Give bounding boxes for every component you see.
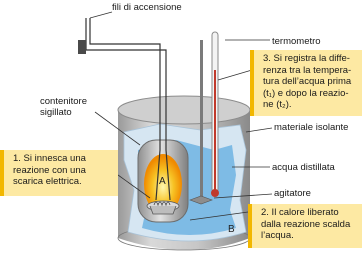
label-agitatore: agitatore [274,188,311,199]
box2-line-2: dalla reazione scalda [261,218,351,230]
box3-line-1: 3. Si registra la diffe- [263,53,350,64]
box3-line-5: ne (t₂). [263,99,292,110]
label-contenitore-2: sigillato [40,107,72,118]
box1-line-3: scarica elettrica. [13,176,82,187]
info-box-1 [0,150,118,196]
label-A: A [159,176,166,187]
label-B: B [228,224,235,235]
box2-line-3: l’acqua. [261,230,294,241]
label-materiale-isolante: materiale isolante [274,122,349,133]
box1-line-1: 1. Si innesca una [13,153,86,164]
thermometer [211,32,219,197]
info-box-2 [248,204,362,248]
box3-line-2: renza tra la tempera- [263,64,352,76]
box3-line-3: tura dell’acqua prima [263,76,352,87]
label-acqua-distillata: acqua distillata [272,162,335,173]
label-termometro: termometro [272,36,321,47]
label-fili-accensione: fili di accensione [112,2,182,13]
box1-line-2: reazione con una [13,164,86,176]
info-box-3 [250,50,362,116]
label-contenitore-1: contenitore [40,96,88,107]
box3-line-4: (t₁) e dopo la reazio- [263,87,349,99]
box2-line-1: 2. Il calore liberato [261,207,339,218]
